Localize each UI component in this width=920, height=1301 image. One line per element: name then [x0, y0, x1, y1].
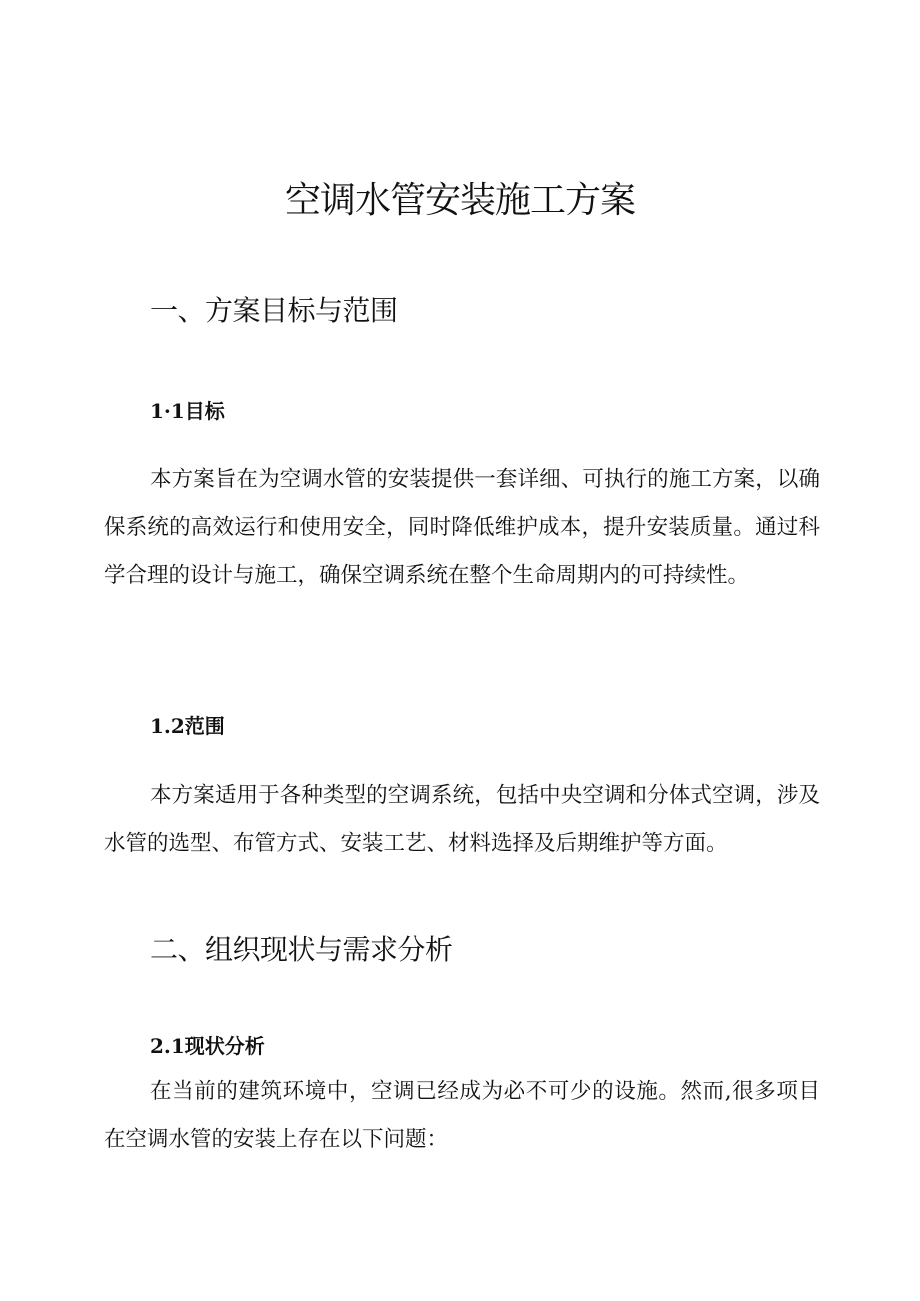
paragraph-2-1: 在当前的建筑环境中，空调已经成为必不可少的设施。然而,很多项目在空调水管的安装上存在以下问题：: [104, 1079, 820, 1152]
paragraph-1-1: 本方案旨在为空调水管的安装提供一套详细、可执行的施工方案，以确保系统的高效运行和使用安全，同时降低维护成本，提升安装质量。通过科学合理的设计与施工，确保空调系统在整个生命周期内的可持续性。: [104, 467, 820, 588]
section-heading-2: 二、组织现状与需求分析: [150, 933, 453, 966]
subsection-heading-1-1: 1·1目标: [150, 399, 225, 423]
subsection-heading-1-2: 1.2范围: [150, 714, 225, 738]
paragraph-1-2: 本方案适用于各种类型的空调系统，包括中央空调和分体式空调，涉及水管的选型、布管方式、安装工艺、材料选择及后期维护等方面。: [104, 783, 820, 856]
subsection-heading-2-1: 2.1现状分析: [150, 1034, 265, 1058]
section-heading-1: 一、方案目标与范围: [150, 294, 398, 327]
document-title: 空调水管安装施工方案: [284, 180, 635, 221]
